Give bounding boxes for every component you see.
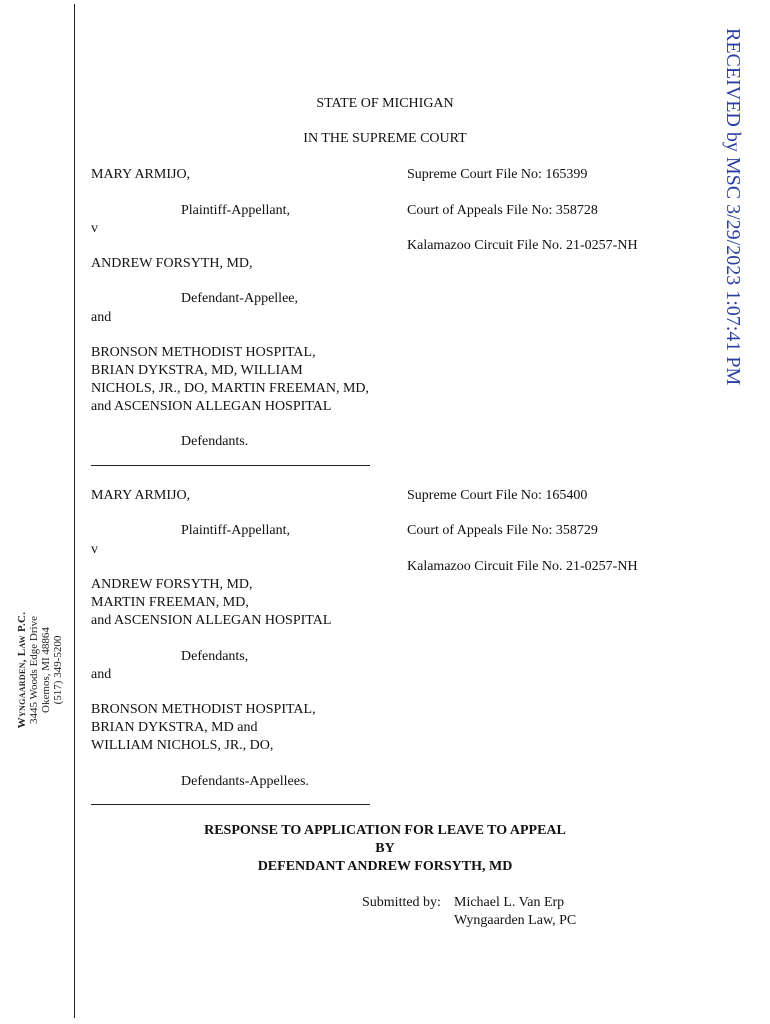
received-stamp: RECEIVED by MSC 3/29/2023 1:07:41 PM [722, 28, 744, 386]
case2-plaintiff: MARY ARMIJO, [91, 488, 191, 503]
case2-circuit-file-no: Kalamazoo Circuit File No. 21-0257-NH [407, 559, 638, 574]
case1-appeals-file-no: Court of Appeals File No: 358728 [407, 203, 598, 218]
case2-other-party-line: BRONSON METHODIST HOSPITAL, [91, 702, 316, 717]
firm-address-block [16, 608, 64, 732]
firm-street: 3445 Woods Edge Drive [28, 616, 40, 724]
firm-name: Wyngaarden, Law P.C. [16, 611, 28, 729]
case2-versus: v [91, 542, 98, 557]
court-heading: IN THE SUPREME COURT [303, 131, 467, 146]
case1-other-party-line: BRONSON METHODIST HOSPITAL, [91, 345, 316, 360]
case1-and: and [91, 310, 112, 325]
case1-plaintiff: MARY ARMIJO, [91, 167, 191, 182]
case1-circuit-file-no: Kalamazoo Circuit File No. 21-0257-NH [407, 238, 638, 253]
document-title-line3: DEFENDANT ANDREW FORSYTH, MD [257, 859, 513, 874]
case1-other-party-line: and ASCENSION ALLEGAN HOSPITAL [91, 399, 332, 414]
case2-plaintiff-role: Plaintiff-Appellant, [181, 523, 290, 538]
case2-defendants-role: Defendants, [181, 649, 249, 664]
case2-and: and [91, 667, 112, 682]
document-title-line1: RESPONSE TO APPLICATION FOR LEAVE TO APPEAL [204, 823, 566, 838]
case1-other-party-line: NICHOLS, JR., DO, MARTIN FREEMAN, MD, [91, 381, 370, 396]
case1-other-party-line: BRIAN DYKSTRA, MD, WILLIAM [91, 363, 303, 378]
document-title-line2: BY [375, 841, 395, 856]
state-heading: STATE OF MICHIGAN [316, 96, 454, 111]
case2-other-party-line: BRIAN DYKSTRA, MD and [91, 720, 258, 735]
case2-separator [91, 804, 370, 805]
case1-others-role: Defendants. [181, 434, 249, 449]
case2-supreme-file-no: Supreme Court File No: 165400 [407, 488, 588, 503]
case1-versus: v [91, 221, 98, 236]
firm-phone: (517) 349-5200 [52, 635, 64, 705]
case1-plaintiff-role: Plaintiff-Appellant, [181, 203, 290, 218]
submitted-by-label: Submitted by: [362, 895, 441, 910]
case2-appeals-file-no: Court of Appeals File No: 358729 [407, 523, 598, 538]
attorney-firm: Wyngaarden Law, PC [454, 913, 577, 928]
case1-separator [91, 465, 370, 466]
case1-defendant-role: Defendant-Appellee, [181, 291, 298, 306]
attorney-name: Michael L. Van Erp [454, 895, 565, 910]
case2-defendant-line: and ASCENSION ALLEGAN HOSPITAL [91, 613, 332, 628]
case2-defendant-line: MARTIN FREEMAN, MD, [91, 595, 249, 610]
case2-other-party-line: WILLIAM NICHOLS, JR., DO, [91, 738, 274, 753]
case2-others-role: Defendants-Appellees. [181, 774, 309, 789]
case2-defendant-line: ANDREW FORSYTH, MD, [91, 577, 253, 592]
firm-city: Okemos, MI 48864 [40, 627, 52, 713]
case1-supreme-file-no: Supreme Court File No: 165399 [407, 167, 588, 182]
case1-defendant: ANDREW FORSYTH, MD, [91, 256, 253, 271]
